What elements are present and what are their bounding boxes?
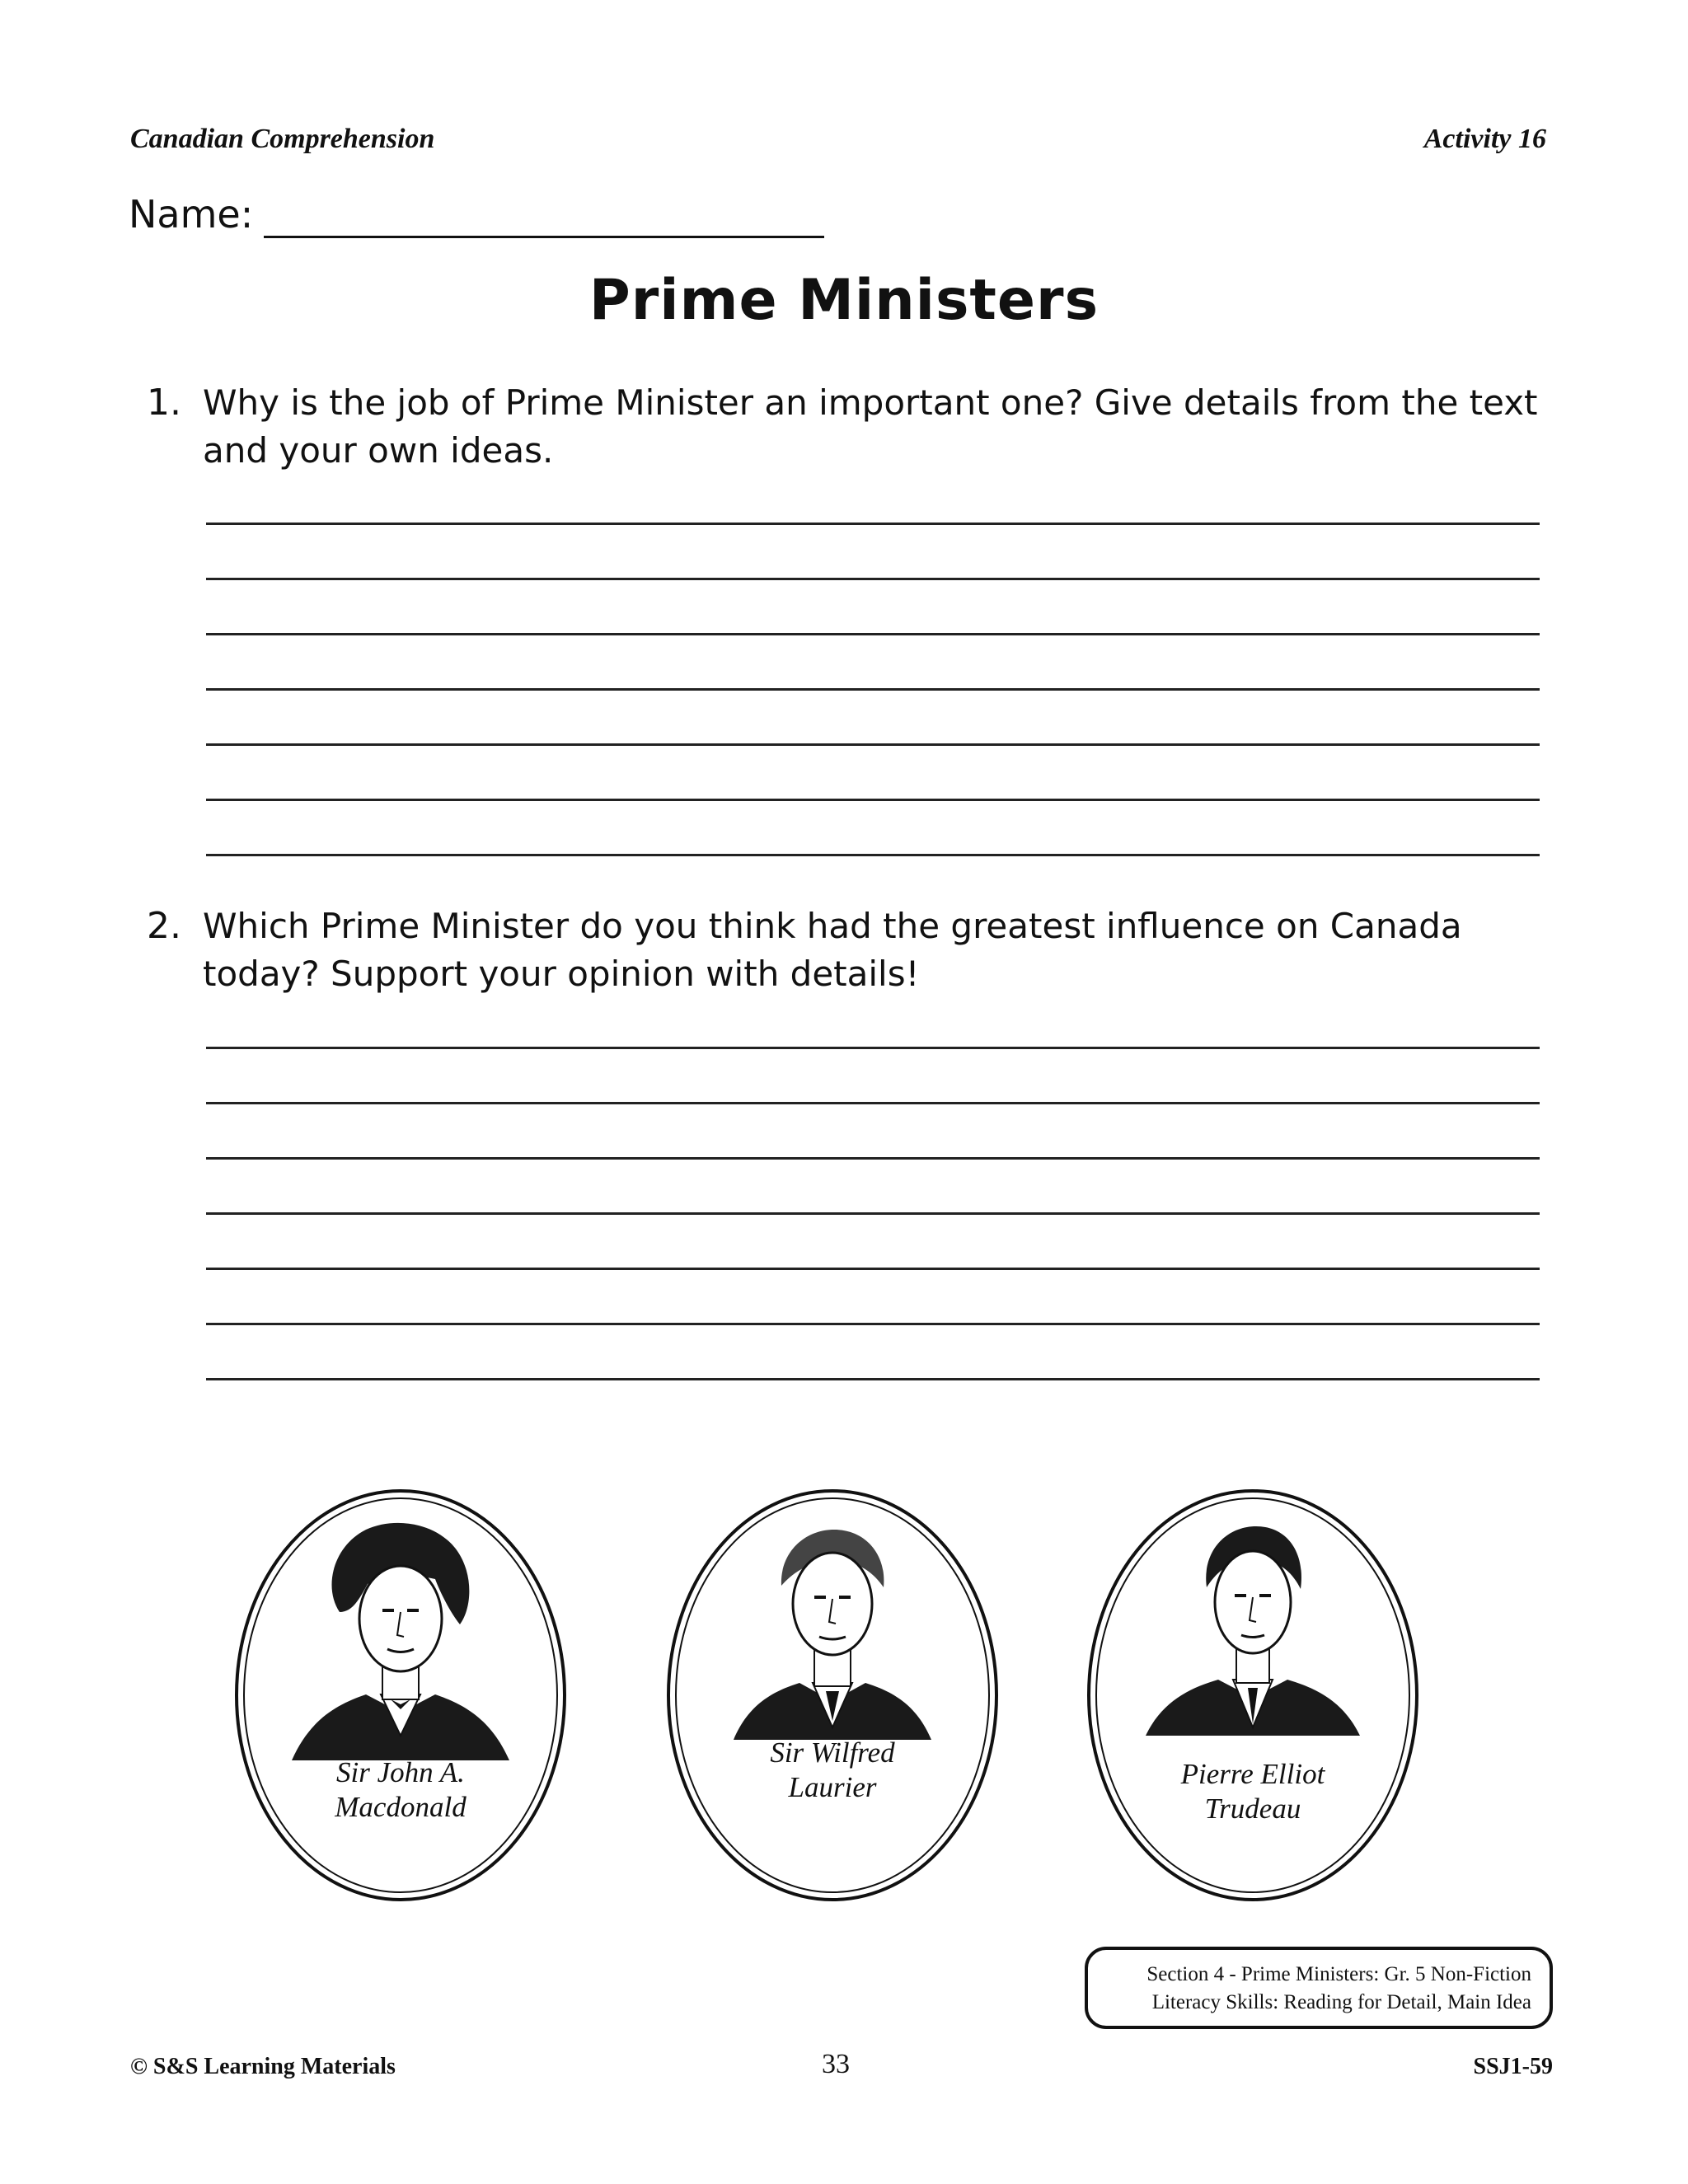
portrait-macdonald	[234, 1488, 567, 1902]
person-bust-icon	[292, 1523, 509, 1760]
question-2-number: 2.	[147, 905, 181, 947]
question-1-line-2: and your own ideas.	[203, 430, 554, 471]
portrait-oval-frame	[666, 1488, 999, 1902]
answer-line[interactable]	[206, 799, 1540, 801]
page-title: Prime Ministers	[588, 268, 1100, 333]
portrait-caption-line-1: Pierre Elliot	[1180, 1758, 1325, 1790]
name-input-line[interactable]	[264, 236, 824, 238]
portrait-caption-line-1: Sir John A.	[336, 1756, 465, 1788]
answer-line[interactable]	[206, 688, 1540, 691]
portrait-trudeau	[1086, 1488, 1419, 1902]
header-book-title: Canadian Comprehension	[130, 124, 435, 154]
question-2-line-1: Which Prime Minister do you think had the greatest influence on Canada	[203, 906, 1462, 946]
answer-line[interactable]	[206, 1268, 1540, 1270]
answer-line[interactable]	[206, 743, 1540, 746]
question-1-number: 1.	[147, 382, 181, 424]
header-activity-number: Activity 16	[1423, 124, 1546, 154]
question-2-line-2: today? Support your opinion with details!	[203, 954, 920, 994]
question-1-line-1: Why is the job of Prime Minister an important one? Give details from the text	[203, 382, 1538, 423]
footer-page-number: 33	[822, 2049, 850, 2079]
person-bust-icon	[734, 1530, 931, 1740]
answer-line[interactable]	[206, 1157, 1540, 1160]
portrait-caption	[666, 1736, 999, 1805]
portrait-oval-frame	[1086, 1488, 1419, 1902]
answer-line[interactable]	[206, 1323, 1540, 1325]
answer-line[interactable]	[206, 1378, 1540, 1380]
info-box-line-2: Literacy Skills: Reading for Detail, Main Idea	[1151, 1991, 1531, 2013]
answer-line[interactable]	[206, 1102, 1540, 1104]
portrait-laurier	[666, 1488, 999, 1902]
portrait-caption-line-2: Macdonald	[335, 1791, 467, 1823]
info-box-line-1: Section 4 - Prime Ministers: Gr. 5 Non-Fiction	[1146, 1963, 1531, 1985]
portrait-caption	[1086, 1757, 1419, 1826]
question-2-text	[203, 902, 1538, 998]
footer-product-code: SSJ1-59	[1473, 2054, 1553, 2079]
answer-line[interactable]	[206, 1212, 1540, 1215]
portrait-caption-line-1: Sir Wilfred	[770, 1736, 895, 1769]
portrait-oval-frame	[234, 1488, 567, 1902]
portrait-caption-line-2: Trudeau	[1204, 1793, 1301, 1825]
answer-line[interactable]	[206, 854, 1540, 856]
answer-line[interactable]	[206, 633, 1540, 635]
footer-copyright: © S&S Learning Materials	[130, 2054, 396, 2079]
answer-line[interactable]	[206, 578, 1540, 580]
curriculum-info-box	[1085, 1947, 1553, 2029]
name-label: Name:	[129, 192, 254, 237]
question-1-text	[203, 379, 1538, 475]
person-bust-icon	[1146, 1526, 1360, 1736]
portrait-caption	[234, 1755, 567, 1825]
portrait-caption-line-2: Laurier	[788, 1771, 877, 1803]
answer-line[interactable]	[206, 1047, 1540, 1049]
answer-line[interactable]	[206, 523, 1540, 525]
